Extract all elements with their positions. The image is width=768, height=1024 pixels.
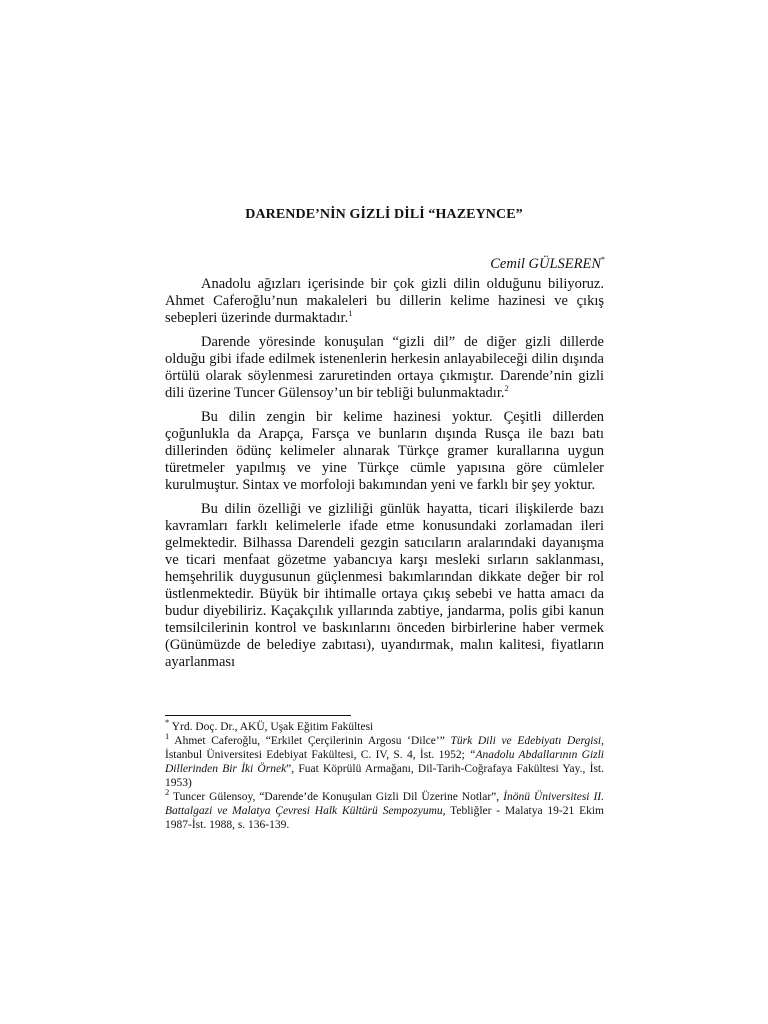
paragraph-1: Anadolu ağızları içerisinde bir çok gizli dilin olduğunu biliyoruz. Ahmet Caferoğlu’nun makaleleri bu dillerin kelime hazinesi ve çıkış sebepleri üzerinde durmaktadır.$^1$ <box>165 276 604 326</box>
footnote-ref-2: 2 <box>504 383 509 394</box>
author-footnote-mark: * <box>601 255 605 264</box>
article-title: DARENDE’NİN GİZLİ DİLİ “HAZEYNCE” <box>245 207 523 222</box>
paragraph-2: Darende yöresinde konuşulan “gizli dil” de diğer gizli dillerde olduğu gibi ifade edilmek istenenlerin herkesin anlayabileceği dilin dışında örtülü olarak söylenmesi zaruretinden ortaya çıkmıştır. Darende’nin gizli dili üzerine Tuncer Gülensoy’un bir tebliği bulunmaktadır.$^2$ <box>165 334 604 401</box>
footnote-ref-1: 1 <box>348 308 353 319</box>
footnote-1: $^1$ Ahmet Caferoğlu, “Erkilet Çerçilerinin Argosu ‘Dilce’” Türk Dili ve Edebiyatı Dergisi, İstanbul Üniversitesi Edebiyat Fakültesi, C. IV, S. 4, İst. 1952; “Anadolu Abdallarının Gizli Dillerinden Bir İki Örnek”, Fuat Köprülü Armağanı, Dil-Tarih-Coğrafaya Fakültesi Yay., İst. 1953) <box>165 731 605 789</box>
footnotes <box>165 717 605 832</box>
body-text <box>165 276 604 678</box>
author-name: Cemil GÜLSEREN <box>490 255 601 272</box>
author-line <box>490 255 605 273</box>
footnote-author: * Yrd. Doç. Dr., AKÜ, Uşak Eğitim Fakültesi <box>165 717 374 733</box>
footnote-2: $^2$ Tuncer Gülensoy, “Darende’de Konuşulan Gizli Dil Üzerine Notlar”, İnönü Üniversitesi II. Battalgazi ve Malatya Çevresi Halk Kültürü Sempozyumu, Tebliğler - Malatya 19-21 Ekim 1987-İst. 1988, s. 136-139. <box>165 787 604 831</box>
paragraph-3: Bu dilin zengin bir kelime hazinesi yoktur. Çeşitli dillerden çoğunlukla da Arapça, Farsça ve bunların dışında Rusça ile bazı batı dillerinden ödünç kelimeler alınarak Türkçe gramer kurallarına uygun türetmeler yapılmış ve yine Türkçe cümle yapısına göre cümleler kurulmuştur. Sintax ve morfoloji bakımından yeni ve farklı bir şey yoktur. <box>165 409 604 493</box>
footnote-separator <box>165 715 351 716</box>
paragraph-4: Bu dilin özelliği ve gizliliği günlük hayatta, ticari ilişkilerde bazı kavramları farklı kelimelerle ifade etme konusundaki zorlamadan ileri gelmektedir. Bilhassa Darendeli gezgin satıcıların aralarındaki dayanışma ve ticari menfaat gözetme yabancıya karşı mesleki sırların saklanması, hemşehrilik duygusunun güçlenmesi bakımlarından dikkate değer bir rol üstlenmektedir. Büyük bir ihtimalle ortaya çıkış sebebi ve hatta amacı da budur diyebiliriz. Kaçakçılık yıllarında zabtiye, jandarma, polis gibi kanun temsilcilerinin kontrol ve baskınlarını önceden birbirlerine haber vermek (Günümüzde de belediye zabıtası), uyandırmak, malın kalitesi, fiyatların ayarlanması <box>165 501 604 670</box>
